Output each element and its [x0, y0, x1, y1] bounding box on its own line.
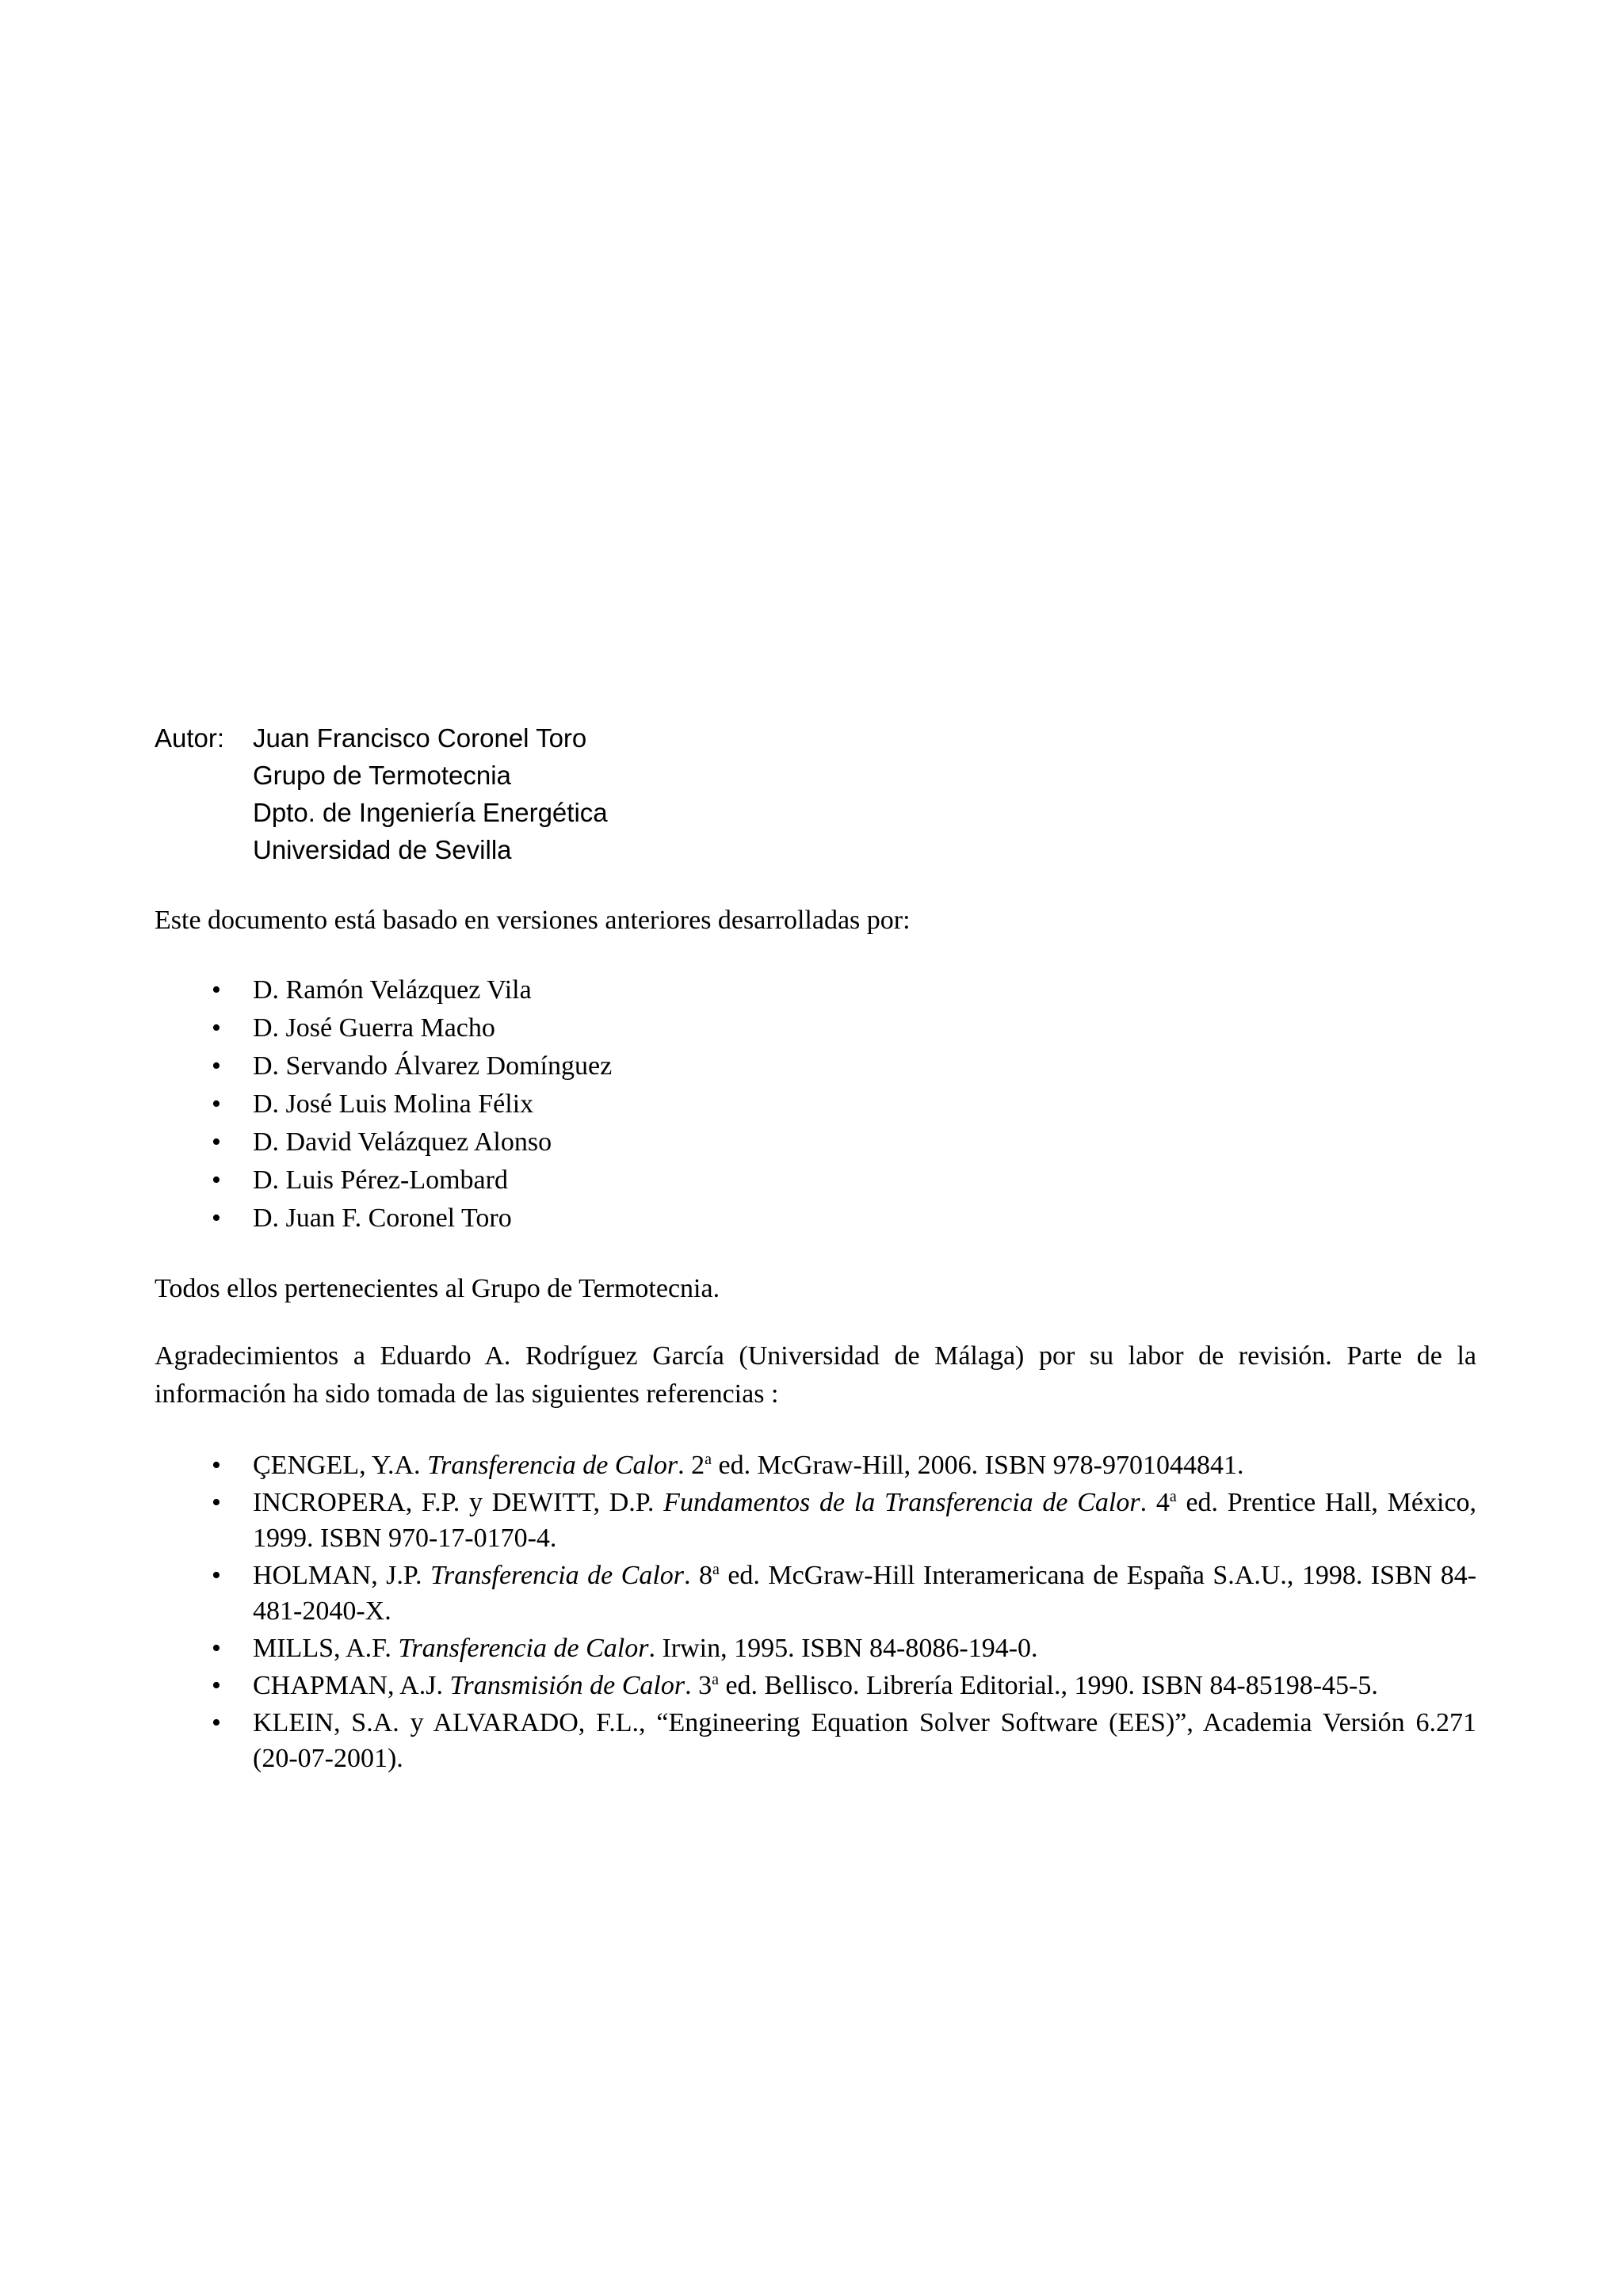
closing-paragraph: Todos ellos pertenecientes al Grupo de Termotecnia. — [155, 1274, 720, 1303]
reference-item: • MILLS, A.F. Transferencia de Calor. Irwin, 1995. ISBN 84-8086-194-0. — [155, 1630, 1476, 1666]
bullet-icon: • — [212, 1671, 221, 1700]
bullet-icon: • — [212, 1013, 221, 1043]
references-list — [155, 1447, 1476, 1778]
reference-details: ed. McGraw-Hill Interamericana de España S.A.U., 1998. ISBN 84-481-2040-X. — [253, 1561, 1477, 1626]
reference-details: ed. Prentice Hall, México, 1999. ISBN 970-17-0170-4. — [253, 1488, 1477, 1553]
bullet-icon: • — [212, 1634, 221, 1663]
author-group: Grupo de Termotecnia — [253, 761, 511, 790]
reference-details: “Engineering Equation Solver Software (EES)”, Academia Versión 6.271 (20-07-2001). — [253, 1708, 1477, 1773]
reference-item: • INCROPERA, F.P. y DEWITT, D.P. Fundamentos de la Transferencia de Calor. 4$^a$ ed. Prentice Hall, México, 1999. ISBN 970-17-0170-4. — [155, 1485, 1476, 1556]
bullet-icon: • — [212, 1127, 221, 1157]
reference-title: Transferencia de Calor — [430, 1561, 685, 1590]
edition-superscript: a — [705, 1451, 712, 1468]
list-item — [155, 1085, 1476, 1123]
list-item — [155, 1123, 1476, 1161]
author-department: Dpto. de Ingeniería Energética — [253, 798, 608, 827]
bullet-icon: • — [212, 1165, 221, 1195]
reference-title: Transferencia de Calor — [427, 1451, 678, 1480]
author-university: Universidad de Sevilla — [253, 835, 512, 864]
bullet-icon: • — [212, 1451, 221, 1480]
contributor-name: D. Juan F. Coronel Toro — [253, 1203, 512, 1233]
reference-edition: 2 — [691, 1451, 705, 1480]
bullet-icon: • — [212, 1708, 221, 1737]
bullet-icon: • — [212, 975, 221, 1005]
bullet-icon: • — [212, 1203, 221, 1233]
reference-title: Transferencia de Calor — [398, 1634, 649, 1663]
reference-authors: HOLMAN, J.P. — [253, 1561, 422, 1590]
contributor-name: D. José Luis Molina Félix — [253, 1089, 534, 1119]
list-item — [155, 971, 1476, 1009]
author-name: Juan Francisco Coronel Toro — [253, 723, 587, 753]
reference-authors: ÇENGEL, Y.A. — [253, 1451, 421, 1480]
intro-paragraph: Este documento está basado en versiones anteriores desarrolladas por: — [155, 906, 911, 935]
edition-superscript: a — [1169, 1488, 1177, 1505]
reference-title: Fundamentos de la Transferencia de Calor — [663, 1488, 1140, 1517]
author-label: Autor: — [155, 723, 225, 753]
reference-authors: MILLS, A.F. — [253, 1634, 391, 1663]
reference-title: Transmisión de Calor — [449, 1671, 685, 1700]
edition-superscript: a — [712, 1671, 719, 1688]
reference-item: • HOLMAN, J.P. Transferencia de Calor. 8$^a$ ed. McGraw-Hill Interamericana de España S.A.U., 1998. ISBN 84-481-2040-X. — [155, 1558, 1476, 1629]
reference-item: • CHAPMAN, A.J. Transmisión de Calor. 3$^a$ ed. Bellisco. Librería Editorial., 1990. ISBN 84-85198-45-5. — [155, 1668, 1476, 1703]
author-details — [253, 719, 608, 868]
list-item — [155, 1199, 1476, 1238]
reference-authors: KLEIN, S.A. y ALVARADO, F.L., — [253, 1708, 646, 1737]
bullet-icon: • — [212, 1089, 221, 1119]
reference-details: ed. McGraw-Hill, 2006. ISBN 978-9701044841. — [712, 1451, 1244, 1480]
bullet-icon: • — [212, 1488, 221, 1517]
list-item — [155, 1161, 1476, 1199]
contributor-name: D. David Velázquez Alonso — [253, 1127, 552, 1157]
reference-item: • ÇENGEL, Y.A. Transferencia de Calor. 2$^a$ ed. McGraw-Hill, 2006. ISBN 978-9701044841. — [155, 1447, 1476, 1483]
reference-edition: 4 — [1155, 1488, 1170, 1517]
contributor-name: D. José Guerra Macho — [253, 1013, 495, 1043]
list-item — [155, 1009, 1476, 1047]
reference-details: Irwin, 1995. ISBN 84-8086-194-0. — [655, 1634, 1038, 1663]
list-item — [155, 1047, 1476, 1085]
reference-item — [155, 1705, 1476, 1776]
reference-edition: 8 — [698, 1561, 712, 1590]
contributor-name: D. Servando Álvarez Domínguez — [253, 1051, 613, 1081]
reference-edition: 3 — [698, 1671, 712, 1700]
bullet-icon: • — [212, 1561, 221, 1590]
edition-superscript: a — [712, 1561, 720, 1578]
contributor-name: D. Ramón Velázquez Vila — [253, 975, 532, 1005]
contributors-list — [155, 971, 1476, 1238]
reference-authors: INCROPERA, F.P. y DEWITT, D.P. — [253, 1488, 655, 1517]
bullet-icon: • — [212, 1051, 221, 1081]
acknowledgement-paragraph: Agradecimientos a Eduardo A. Rodríguez García (Universidad de Málaga) por su labor de revisión. Parte de la información ha sido tomada de las siguientes referencias : — [155, 1341, 1476, 1409]
contributor-name: D. Luis Pérez-Lombard — [253, 1165, 508, 1195]
reference-authors: CHAPMAN, A.J. — [253, 1671, 443, 1700]
reference-details: ed. Bellisco. Librería Editorial., 1990. ISBN 84-85198-45-5. — [718, 1671, 1378, 1700]
